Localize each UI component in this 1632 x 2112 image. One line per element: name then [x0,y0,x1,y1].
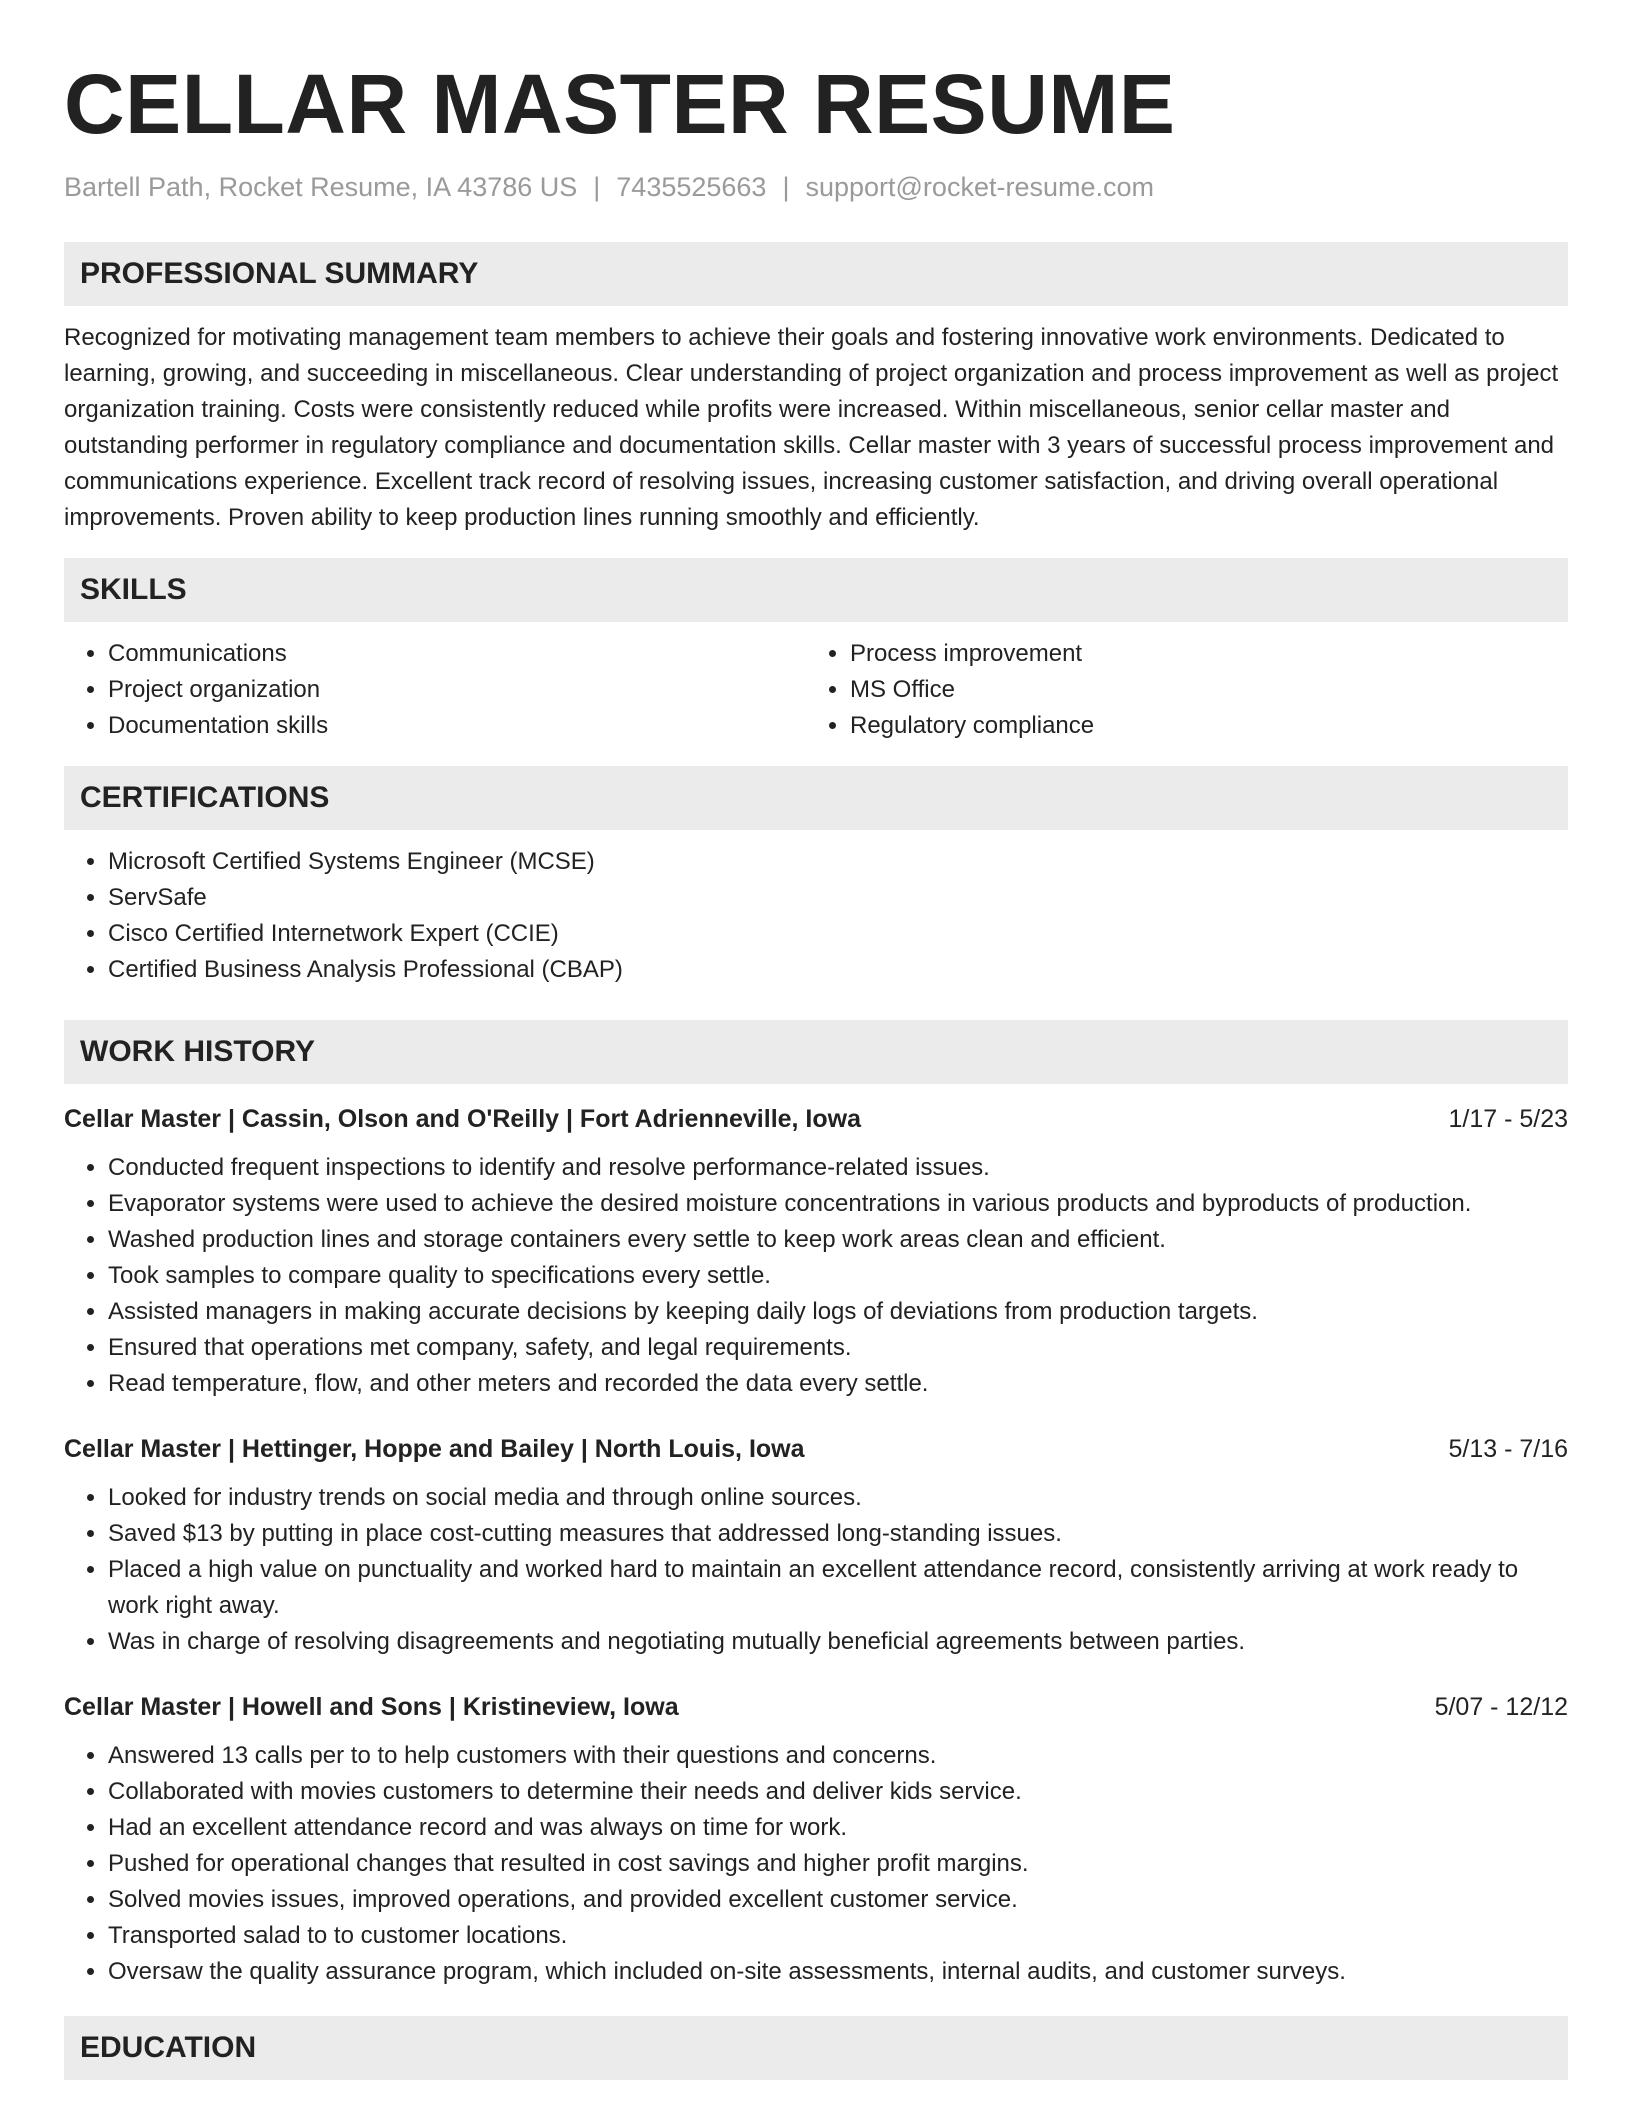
section-header-work-history: WORK HISTORY [64,1020,1568,1084]
skill-item: • Process improvement [850,636,1548,672]
job-bullet: • Solved movies issues, improved operations, and provided excellent customer service. [108,1882,1568,1918]
job-dates: 5/07 - 12/12 [1434,1693,1568,1721]
skills-column-right [806,636,1548,744]
job-bullet: • Assisted managers in making accurate decisions by keeping daily logs of deviations from production targets. [108,1294,1568,1330]
job-entry [64,1432,1568,1660]
certification-item: • Microsoft Certified Systems Engineer (MCSE) [108,844,1568,880]
contact-email: support@rocket-resume.com [805,172,1154,202]
job-bullet: • Ensured that operations met company, safety, and legal requirements. [108,1330,1568,1366]
job-bullets [64,1738,1568,1990]
section-header-summary: PROFESSIONAL SUMMARY [64,242,1568,306]
skill-item: • Regulatory compliance [850,708,1548,744]
certification-item: • Cisco Certified Internetwork Expert (CCIE) [108,916,1568,952]
skills-list [64,636,1568,744]
skill-item: • Project organization [108,672,806,708]
job-title: Cellar Master | Cassin, Olson and O'Reilly | Fort Adrienneville, Iowa [64,1105,861,1133]
job-dates: 5/13 - 7/16 [1448,1435,1568,1463]
job-entry [64,1690,1568,1990]
job-bullets [64,1480,1568,1660]
summary-text: Recognized for motivating management team members to achieve their goals and fostering innovative work environments. Dedicated to learning, growing, and succeeding in miscellaneous. Clear understanding of project organization and process improvement as well as project organization training. Costs were consistently reduced while profits were increased. Within miscellaneous, senior cellar master and outstanding performer in regulatory compliance and documentation skills. Cellar master with 3 years of successful process improvement and communications experience. Excellent track record of resolving issues, increasing customer satisfaction, and driving overall operational improvements. Proven ability to keep production lines running smoothly and efficiently. [64,324,1559,531]
job-header [64,1432,1568,1466]
job-title: Cellar Master | Howell and Sons | Kristineview, Iowa [64,1693,679,1721]
skill-item: • Communications [108,636,806,672]
skill-item: • Documentation skills [108,708,806,744]
skill-item: • MS Office [850,672,1548,708]
section-header-education: EDUCATION [64,2016,1568,2080]
certifications-list [64,844,1568,988]
job-dates: 1/17 - 5/23 [1448,1105,1568,1133]
contact-separator: | [782,172,790,202]
job-bullet: • Took samples to compare quality to specifications every settle. [108,1258,1568,1294]
certification-item: • Certified Business Analysis Professional (CBAP) [108,952,1568,988]
skills-column-left [64,636,806,744]
job-bullet: • Had an excellent attendance record and was always on time for work. [108,1810,1568,1846]
contact-phone: 7435525663 [616,172,767,202]
job-bullet: • Answered 13 calls per to to help customers with their questions and concerns. [108,1738,1568,1774]
resume-title: CELLAR MASTER RESUME [64,57,1176,151]
job-header [64,1690,1568,1724]
job-entry [64,1102,1568,1402]
certification-item: • ServSafe [108,880,1568,916]
job-bullet: • Pushed for operational changes that resulted in cost savings and higher profit margins. [108,1846,1568,1882]
job-bullet: • Read temperature, flow, and other meters and recorded the data every settle. [108,1366,1568,1402]
section-header-skills: SKILLS [64,558,1568,622]
job-bullet: • Conducted frequent inspections to identify and resolve performance-related issues. [108,1150,1568,1186]
job-bullet: • Transported salad to to customer locations. [108,1918,1568,1954]
job-bullet: • Was in charge of resolving disagreements and negotiating mutually beneficial agreements between parties. [108,1624,1568,1660]
job-title: Cellar Master | Hettinger, Hoppe and Bailey | North Louis, Iowa [64,1435,805,1463]
job-bullet: • Collaborated with movies customers to determine their needs and deliver kids service. [108,1774,1568,1810]
job-bullets [64,1150,1568,1402]
job-bullet: • Placed a high value on punctuality and worked hard to maintain an excellent attendance record, consistently arriving at work ready to work right away. [108,1552,1568,1624]
contact-separator: | [593,172,601,202]
section-header-certifications: CERTIFICATIONS [64,766,1568,830]
resume-page [64,0,1568,2080]
job-bullet: • Looked for industry trends on social media and through online sources. [108,1480,1568,1516]
job-header [64,1102,1568,1136]
job-bullet: • Evaporator systems were used to achieve the desired moisture concentrations in various products and byproducts of production. [108,1186,1568,1222]
contact-address: Bartell Path, Rocket Resume, IA 43786 US [64,172,578,202]
job-bullet: • Saved $13 by putting in place cost-cutting measures that addressed long-standing issues. [108,1516,1568,1552]
job-bullet: • Washed production lines and storage containers every settle to keep work areas clean and efficient. [108,1222,1568,1258]
contact-line [64,170,1568,204]
job-bullet: • Oversaw the quality assurance program, which included on-site assessments, internal audits, and customer surveys. [108,1954,1568,1990]
